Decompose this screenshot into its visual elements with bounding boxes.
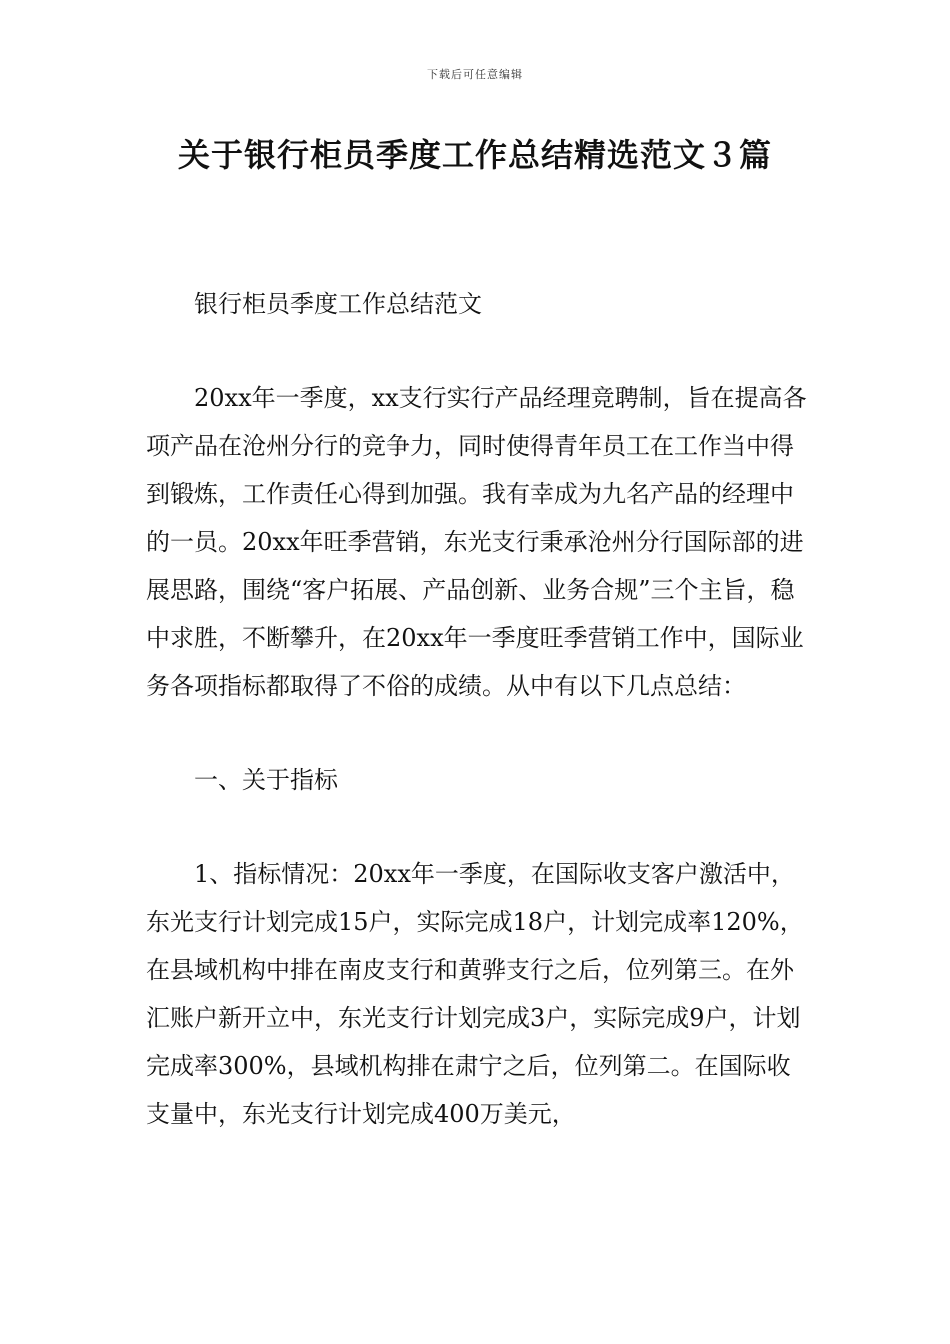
body-paragraph: 20xx年一季度，xx支行实行产品经理竞聘制，旨在提高各项产品在沧州分行的竞争力，同时使得青年员工在工作当中得到锻炼，工作责任心得到加强。我有幸成为九名产品的经理中的一员。20xx年旺季营销，东光支行秉承沧州分行国际部的进展思路，围绕“客户拓展、产品创新、业务合规”三个主旨，稳中求胜，不断攀升，在20xx年一季度旺季营销工作中，国际业务各项指标都取得了不俗的成绩。从中有以下几点总结： <box>146 384 807 700</box>
document-body <box>146 280 810 1138</box>
header-note: 下载后可任意编辑 <box>427 68 523 81</box>
section-heading: 银行柜员季度工作总结范文 <box>194 290 482 318</box>
body-paragraph: 1、指标情况：20xx年一季度，在国际收支客户激活中，东光支行计划完成15户，实际完成18户，计划完成率120%，在县域机构中排在南皮支行和黄骅支行之后，位列第三。在外汇账户新开立中，东光支行计划完成3户，实际完成9户，计划完成率300%，县域机构排在肃宁之后，位列第二。在国际收支量中，东光支行计划完成400万美元， <box>146 860 804 1128</box>
section-heading: 一、关于指标 <box>194 766 338 794</box>
document-title: 关于银行柜员季度工作总结精选范文３篇 <box>177 136 772 174</box>
